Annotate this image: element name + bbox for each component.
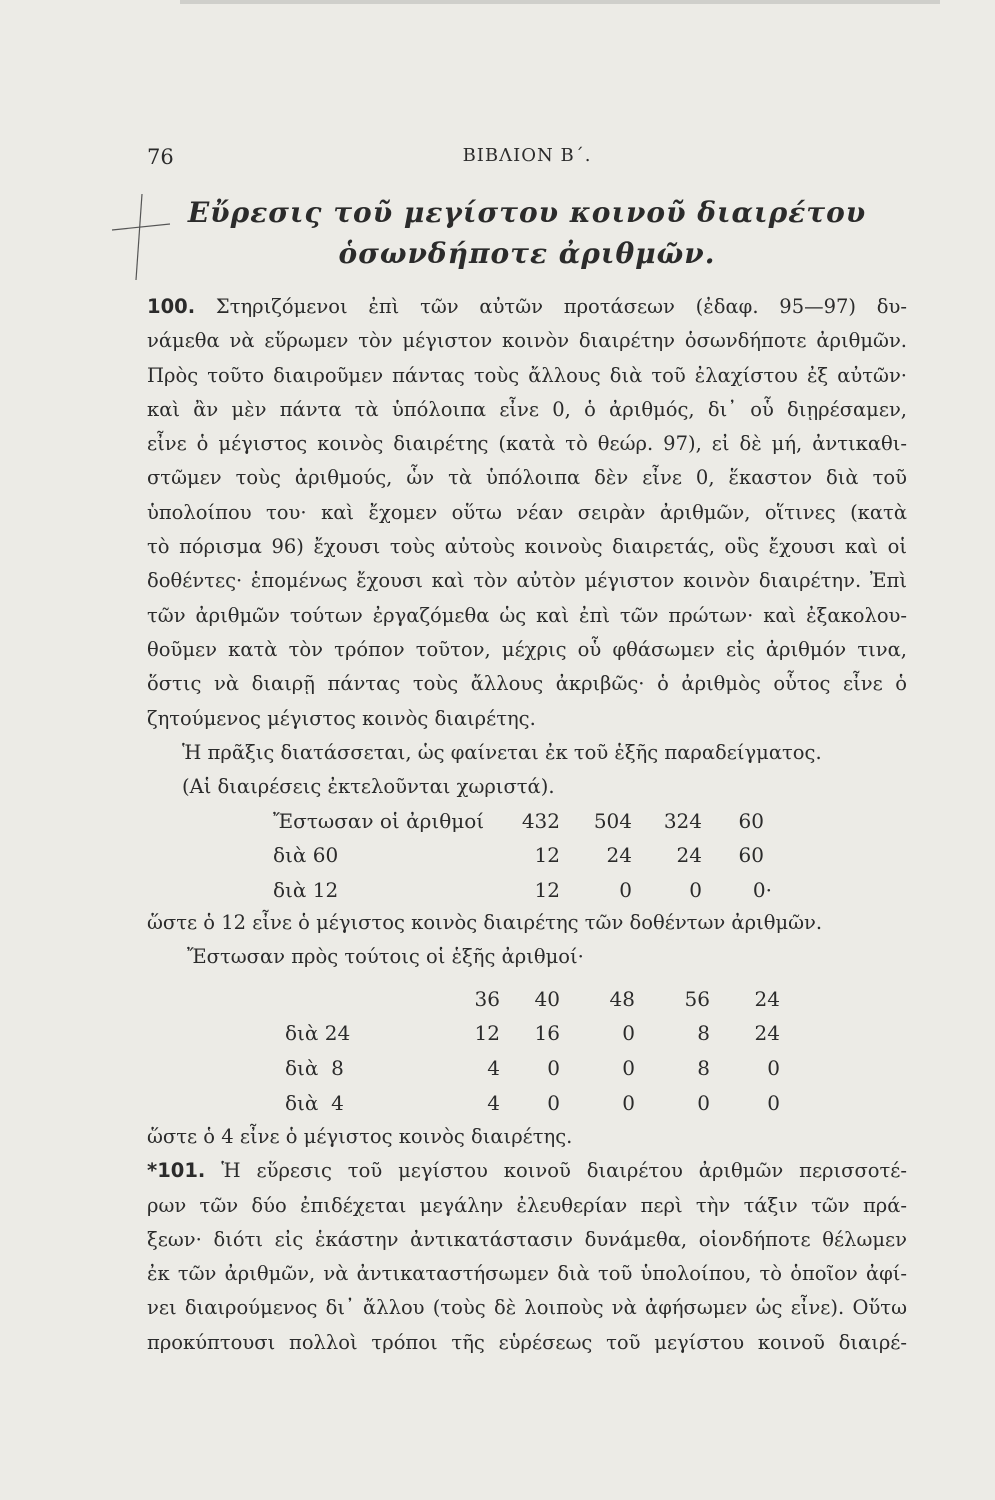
section-number-100: 100. — [147, 295, 196, 318]
paragraph-101-text — [147, 1120, 907, 1360]
table-cell: 324 — [663, 809, 702, 833]
practice-sentence: Ἡ πρᾶξις διατάσσεται, ὡς φαίνεται ἐκ τοῦ ἑξῆς παραδείγματος. — [182, 740, 822, 764]
section-title-line2: ὁσωνδήποτε ἀριθμῶν. — [338, 237, 716, 270]
paragraph-line: ζητούμενος μέγιστος κοινὸς διαιρέτης. — [147, 706, 536, 730]
row-label: διὰ 12 — [273, 878, 339, 902]
table-cell: 0 — [622, 1056, 635, 1080]
table-cell: 0 — [767, 1091, 780, 1115]
table-cell: 8 — [697, 1021, 710, 1045]
paragraph-line: νάμεθα νὰ εὕρωμεν τὸν μέγιστον κοινὸν διαιρέτην ὁσωνδήποτε ἀριθμῶν. — [147, 329, 907, 353]
page-number: 76 — [147, 145, 174, 169]
table-cell: 40 — [534, 987, 560, 1011]
paragraph-line: ἐκ τῶν ἀριθμῶν, νὰ ἀντικαταστήσωμεν διὰ τοῦ ὑπολοίπου, τὸ ὁποῖον ἀφί- — [147, 1262, 907, 1286]
table-cell: 56 — [684, 987, 710, 1011]
paragraph-line: ὅστις νὰ διαιρῇ πάντας τοὺς ἄλλους ἀκριβῶς· ὁ ἀριθμὸς οὗτος εἶνε ὁ — [147, 672, 907, 696]
row-label: διὰ 60 — [273, 843, 339, 867]
row-label: διὰ 24 — [285, 1021, 351, 1045]
table-cell: 24 — [676, 843, 702, 867]
table-cell: 16 — [534, 1021, 560, 1045]
row-label: διὰ 4 — [285, 1091, 344, 1115]
table-cell: 24 — [754, 987, 780, 1011]
table-cell: 0· — [752, 878, 772, 902]
table-cell: 8 — [697, 1056, 710, 1080]
table-cell: 24 — [754, 1021, 780, 1045]
paragraph-line: ξεων· διότι εἰς ἑκάστην ἀντικατάστασιν δυνάμεθα, οἱονδήποτε θέλωμεν — [147, 1227, 907, 1251]
table-cell: 36 — [474, 987, 500, 1011]
table-cell: 0 — [697, 1091, 710, 1115]
example2-conclusion: ὥστε ὁ 4 εἶνε ὁ μέγιστος κοινὸς διαιρέτης. — [147, 1125, 573, 1148]
paragraph-line: τῶν ἀριθμῶν τούτων ἐργαζόμεθα ὡς καὶ ἐπὶ τῶν πρώτων· καὶ ἐξακολου- — [147, 603, 907, 627]
table-cell: 432 — [521, 809, 560, 833]
table-cell: 24 — [606, 843, 632, 867]
table-cell: 12 — [534, 843, 560, 867]
practice-note: (Αἱ διαιρέσεις ἐκτελοῦνται χωριστά). — [182, 775, 555, 799]
table-cell: 12 — [474, 1021, 500, 1045]
example1-text — [147, 906, 907, 975]
paragraph-line: Πρὸς τοῦτο διαιροῦμεν πάντας τοὺς ἄλλους διὰ τοῦ ἐλαχίστου ἐξ αὐτῶν· — [147, 363, 907, 387]
section-number-101: *101. — [147, 1159, 206, 1183]
table-cell: 12 — [534, 878, 560, 902]
paragraph-101-line: *101. Ἡ εὕρεσις τοῦ μεγίστου κοινοῦ διαιρέτου ἀριθμῶν περισσοτέ- — [147, 1159, 907, 1183]
table-cell: 0 — [689, 878, 702, 902]
table-cell: 0 — [622, 1091, 635, 1115]
table-cell: 504 — [593, 809, 632, 833]
text-body — [147, 290, 907, 804]
paragraph-line: δοθέντες· ἑπομένως ἔχουσι καὶ τὸν αὐτὸν μέγιστον κοινὸν διαιρέτην. Ἐπὶ — [147, 569, 907, 593]
example1-conclusion: ὥστε ὁ 12 εἶνε ὁ μέγιστος κοινὸς διαιρέτης τῶν δοθέντων ἀριθμῶν. — [147, 911, 823, 934]
table-cell: 60 — [738, 809, 764, 833]
paragraph-line: στῶμεν τοὺς ἀριθμούς, ὧν τὰ ὑπόλοιπα δὲν εἶνε 0, ἕκαστον διὰ τοῦ — [147, 466, 907, 490]
example1-label: Ἔστωσαν οἱ ἀριθμοί — [273, 809, 485, 833]
table-cell: 0 — [622, 1021, 635, 1045]
table-cell: 48 — [609, 987, 635, 1011]
row-label: διὰ 8 — [285, 1056, 344, 1080]
running-head: ΒΙΒΛΙΟΝ Β΄. — [462, 145, 592, 166]
table-cell: 4 — [487, 1091, 500, 1115]
table-cell: 60 — [738, 843, 764, 867]
table-cell: 0 — [767, 1056, 780, 1080]
paragraph-line: προκύπτουσι πολλοὶ τρόποι τῆς εὑρέσεως τοῦ μεγίστου κοινοῦ διαιρέ- — [147, 1330, 907, 1354]
paragraph-line: ὑπολοίπου του· καὶ ἔχομεν οὕτω νέαν σειρὰν ἀριθμῶν, οἵτινες (κατὰ — [147, 500, 907, 524]
scan-edge-line — [180, 0, 940, 4]
table-cell: 0 — [547, 1091, 560, 1115]
section-title: Εὔρεσις τοῦ μεγίστου κοινοῦ διαιρέτου — [187, 196, 867, 229]
paragraph-line: καὶ ἂν μὲν πάντα τὰ ὑπόλοιπα εἶνε 0, ὁ ἀριθμός, δι᾽ οὗ διῃρέσαμεν, — [147, 397, 907, 421]
paragraph-line: εἶνε ὁ μέγιστος κοινὸς διαιρέτης (κατὰ τὸ θεώρ. 97), εἰ δὲ μή, ἀντικαθι- — [147, 432, 907, 456]
paragraph-line: θοῦμεν κατὰ τὸν τρόπον τοῦτον, μέχρις οὗ φθάσωμεν εἰς ἀριθμόν τινα, — [147, 637, 907, 661]
paragraph-100-line: 100. Στηριζόμενοι ἐπὶ τῶν αὐτῶν προτάσεων (ἐδαφ. 95—97) δυ- — [147, 295, 907, 318]
paragraph-line: τὸ πόρισμα 96) ἔχουσι τοὺς αὐτοὺς κοινοὺς διαιρετάς, οὓς ἔχουσι καὶ οἱ — [147, 535, 907, 559]
page-header — [147, 145, 907, 171]
table-cell: 0 — [547, 1056, 560, 1080]
table-cell: 4 — [487, 1056, 500, 1080]
table-cell: 0 — [619, 878, 632, 902]
paragraph-line: νει διαιρούμενος δι᾽ ἄλλου (τοὺς δὲ λοιποὺς νὰ ἀφήσωμεν ὡς εἶνε). Οὕτω — [147, 1296, 907, 1320]
example2-intro: Ἔστωσαν πρὸς τούτοις οἱ ἑξῆς ἀριθμοί· — [187, 945, 584, 969]
paragraph-line: ρων τῶν δύο ἐπιδέχεται μεγάλην ἐλευθερίαν περὶ τὴν τάξιν τῶν πρά- — [147, 1193, 907, 1217]
